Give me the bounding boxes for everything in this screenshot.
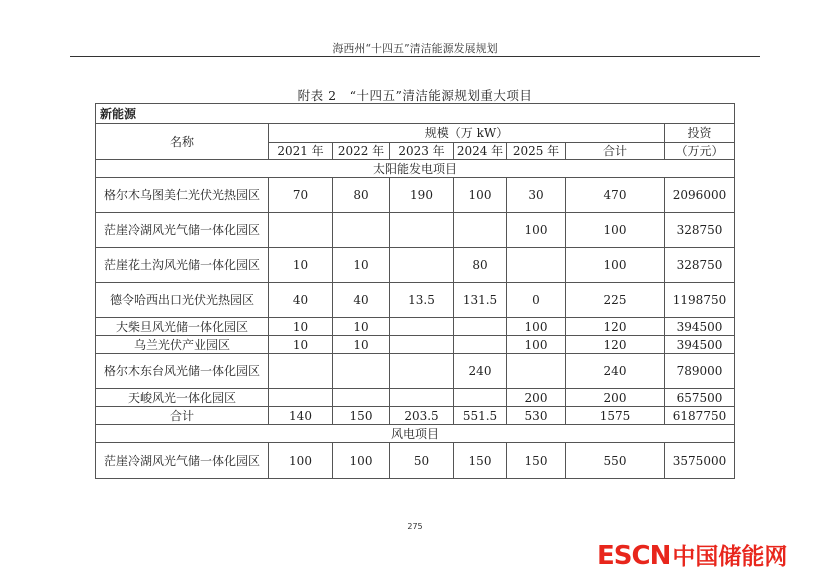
page-header: 海西州“十四五”清洁能源发展规划 <box>332 42 498 55</box>
cell-2022 <box>333 213 390 248</box>
cell-2025: 0 <box>507 283 566 318</box>
cell-total: 470 <box>566 178 665 213</box>
cell-2025: 150 <box>507 443 566 479</box>
row-name: 茫崖冷湖风光气储一体化园区 <box>96 443 269 479</box>
cell-invest: 789000 <box>665 354 735 389</box>
cell-2022: 100 <box>333 443 390 479</box>
cell-2021 <box>269 389 333 407</box>
header-total: 合计 <box>566 143 665 160</box>
cell-2023 <box>390 248 454 283</box>
cell-2025 <box>507 354 566 389</box>
cell-2022 <box>333 389 390 407</box>
category-wind: 风电项目 <box>96 425 735 443</box>
cell-2021: 40 <box>269 283 333 318</box>
escn-logo <box>597 540 787 573</box>
row-name: 大柴旦风光储一体化园区 <box>96 318 269 336</box>
cell-2021: 140 <box>269 407 333 425</box>
cell-total: 100 <box>566 248 665 283</box>
cell-2021: 100 <box>269 443 333 479</box>
logo-esc-text: ESCN <box>597 541 671 571</box>
cell-total: 550 <box>566 443 665 479</box>
logo-cn-text: 中国储能网 <box>672 544 788 570</box>
header-year-2021: 2021 年 <box>269 143 333 160</box>
cell-invest: 394500 <box>665 318 735 336</box>
table-row <box>96 178 735 213</box>
cell-2023 <box>390 318 454 336</box>
cell-2022 <box>333 354 390 389</box>
table-caption: 附表 2 “十四五”清洁能源规划重大项目 <box>297 88 533 103</box>
cell-2022: 10 <box>333 336 390 354</box>
cell-2023: 203.5 <box>390 407 454 425</box>
cell-2024 <box>454 389 507 407</box>
cell-invest: 3575000 <box>665 443 735 479</box>
table-row <box>96 336 735 354</box>
cell-total: 100 <box>566 213 665 248</box>
cell-2022: 40 <box>333 283 390 318</box>
cell-invest: 2096000 <box>665 178 735 213</box>
cell-total: 225 <box>566 283 665 318</box>
header-invest-line2: （万元） <box>665 143 735 160</box>
cell-2023 <box>390 213 454 248</box>
section-title: 新能源 <box>96 104 735 124</box>
row-name: 茫崖冷湖风光气储一体化园区 <box>96 213 269 248</box>
cell-invest: 328750 <box>665 248 735 283</box>
cell-2021: 10 <box>269 318 333 336</box>
cell-2021: 70 <box>269 178 333 213</box>
cell-2023 <box>390 389 454 407</box>
cell-2024 <box>454 213 507 248</box>
project-table <box>95 103 735 479</box>
cell-2023: 50 <box>390 443 454 479</box>
cell-2024: 551.5 <box>454 407 507 425</box>
row-name: 茫崖花土沟风光储一体化园区 <box>96 248 269 283</box>
header-scale: 规模（万 kW） <box>269 124 665 143</box>
cell-2021: 10 <box>269 336 333 354</box>
header-invest-line1: 投资 <box>665 124 735 143</box>
cell-total: 120 <box>566 318 665 336</box>
cell-2022: 10 <box>333 248 390 283</box>
table-row <box>96 443 735 479</box>
subtotal-row <box>96 407 735 425</box>
cell-2024: 80 <box>454 248 507 283</box>
cell-total: 1575 <box>566 407 665 425</box>
cell-2024: 240 <box>454 354 507 389</box>
header-year-2024: 2024 年 <box>454 143 507 160</box>
cell-2024 <box>454 336 507 354</box>
cell-2022: 150 <box>333 407 390 425</box>
row-name: 格尔木乌图美仁光伏光热园区 <box>96 178 269 213</box>
table-row <box>96 318 735 336</box>
header-year-2022: 2022 年 <box>333 143 390 160</box>
cell-2024: 100 <box>454 178 507 213</box>
cell-2021: 10 <box>269 248 333 283</box>
cell-2023 <box>390 336 454 354</box>
cell-invest: 394500 <box>665 336 735 354</box>
cell-2023: 13.5 <box>390 283 454 318</box>
cell-total: 200 <box>566 389 665 407</box>
header-year-2025: 2025 年 <box>507 143 566 160</box>
cell-2022: 80 <box>333 178 390 213</box>
cell-2023: 190 <box>390 178 454 213</box>
cell-2025: 200 <box>507 389 566 407</box>
row-name: 格尔木东台风光储一体化园区 <box>96 354 269 389</box>
cell-2024 <box>454 318 507 336</box>
table-row <box>96 354 735 389</box>
table-row <box>96 283 735 318</box>
cell-2025: 100 <box>507 213 566 248</box>
cell-invest: 6187750 <box>665 407 735 425</box>
table-row <box>96 389 735 407</box>
row-name: 天峻风光一体化园区 <box>96 389 269 407</box>
header-divider <box>70 56 760 57</box>
cell-2021 <box>269 354 333 389</box>
cell-2024: 131.5 <box>454 283 507 318</box>
cell-2025: 530 <box>507 407 566 425</box>
cell-2025: 30 <box>507 178 566 213</box>
cell-2025: 100 <box>507 336 566 354</box>
row-name: 德令哈西出口光伏光热园区 <box>96 283 269 318</box>
table-row <box>96 248 735 283</box>
row-name: 乌兰光伏产业园区 <box>96 336 269 354</box>
cell-2021 <box>269 213 333 248</box>
subtotal-label: 合计 <box>96 407 269 425</box>
table-row <box>96 213 735 248</box>
header-name: 名称 <box>96 124 269 160</box>
cell-2024: 150 <box>454 443 507 479</box>
cell-2023 <box>390 354 454 389</box>
cell-total: 240 <box>566 354 665 389</box>
cell-2025: 100 <box>507 318 566 336</box>
cell-invest: 1198750 <box>665 283 735 318</box>
cell-invest: 657500 <box>665 389 735 407</box>
cell-invest: 328750 <box>665 213 735 248</box>
header-year-2023: 2023 年 <box>390 143 454 160</box>
cell-total: 120 <box>566 336 665 354</box>
cell-2025 <box>507 248 566 283</box>
category-solar: 太阳能发电项目 <box>96 160 735 178</box>
page-number: 275 <box>407 522 423 531</box>
cell-2022: 10 <box>333 318 390 336</box>
